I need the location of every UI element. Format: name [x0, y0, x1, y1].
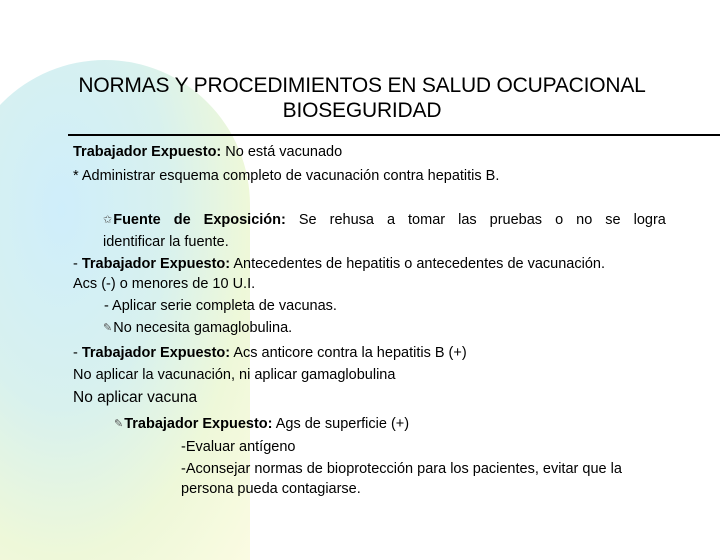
block2-line: [73, 255, 605, 273]
fuente-text-word: tomar: [408, 212, 446, 228]
block1-text: No está vacunado: [221, 144, 343, 160]
star-bullet-icon: ✩: [103, 214, 113, 226]
title-divider: [68, 134, 720, 136]
block2-prefix: -: [73, 256, 82, 272]
fuente-text-word: o: [555, 212, 564, 228]
no-vacuna-heading: No aplicar vacuna: [73, 389, 198, 406]
block4-line: [114, 415, 409, 434]
block4-item1: -Evaluar antígeno: [181, 439, 296, 455]
fuente-text-word: rehusa: [329, 212, 374, 228]
block3-continuation: No aplicar la vacunación, ni aplicar gamaglobulina: [73, 367, 396, 383]
fuente-line: [103, 211, 666, 230]
pen-bullet-icon: ✎: [114, 418, 124, 430]
pen-bullet-icon: ✎: [103, 322, 113, 334]
block2-item1: - Aplicar serie completa de vacunas.: [104, 298, 337, 314]
fuente-text-word: pruebas: [489, 212, 543, 228]
block2-text: Antecedentes de hepatitis o antecedentes de vacunación.: [230, 256, 605, 272]
slide-title: [20, 73, 704, 123]
fuente-label-word: de: [173, 212, 191, 228]
block1-label: Trabajador Expuesto:: [73, 144, 222, 160]
fuente-text-word: las: [458, 212, 477, 228]
block2-continuation: Acs (-) o menores de 10 U.I.: [73, 276, 256, 292]
fuente-text-word: se: [605, 212, 621, 228]
title-line-1: NORMAS Y PROCEDIMIENTOS EN SALUD OCUPACIONAL: [78, 74, 646, 97]
fuente-continuation: identificar la fuente.: [103, 234, 229, 250]
fuente-text-word: a: [386, 212, 396, 228]
block4-item2-line1: -Aconsejar normas de bioprotección para los pacientes, evitar que la: [181, 461, 622, 477]
block2-item2-line: [103, 319, 292, 338]
block4-label: Trabajador Expuesto:: [124, 416, 273, 432]
block1-line: [73, 143, 342, 161]
fuente-label-word: Exposición:: [203, 212, 286, 228]
fuente-text-word: Se: [298, 212, 317, 228]
title-line-2: BIOSEGURIDAD: [282, 99, 442, 122]
block3-label: Trabajador Expuesto:: [81, 345, 231, 361]
block1-item: * Administrar esquema completo de vacunación contra hepatitis B.: [73, 168, 500, 184]
block3-line: [73, 344, 467, 362]
fuente-label-word: Fuente: [113, 212, 161, 228]
block4-item2-line2: persona pueda contagiarse.: [181, 481, 361, 497]
block2-label: Trabajador Expuesto:: [81, 256, 231, 272]
block3-prefix: -: [73, 345, 82, 361]
block4-text: Ags de superficie (+): [272, 416, 410, 432]
block2-item2: No necesita gamaglobulina.: [113, 320, 293, 336]
fuente-bullet-wrap: [103, 211, 161, 230]
fuente-text-word: no: [576, 212, 593, 228]
block3-text: Acs anticore contra la hepatitis B (+): [230, 345, 467, 361]
fuente-text-word: logra: [633, 212, 666, 228]
